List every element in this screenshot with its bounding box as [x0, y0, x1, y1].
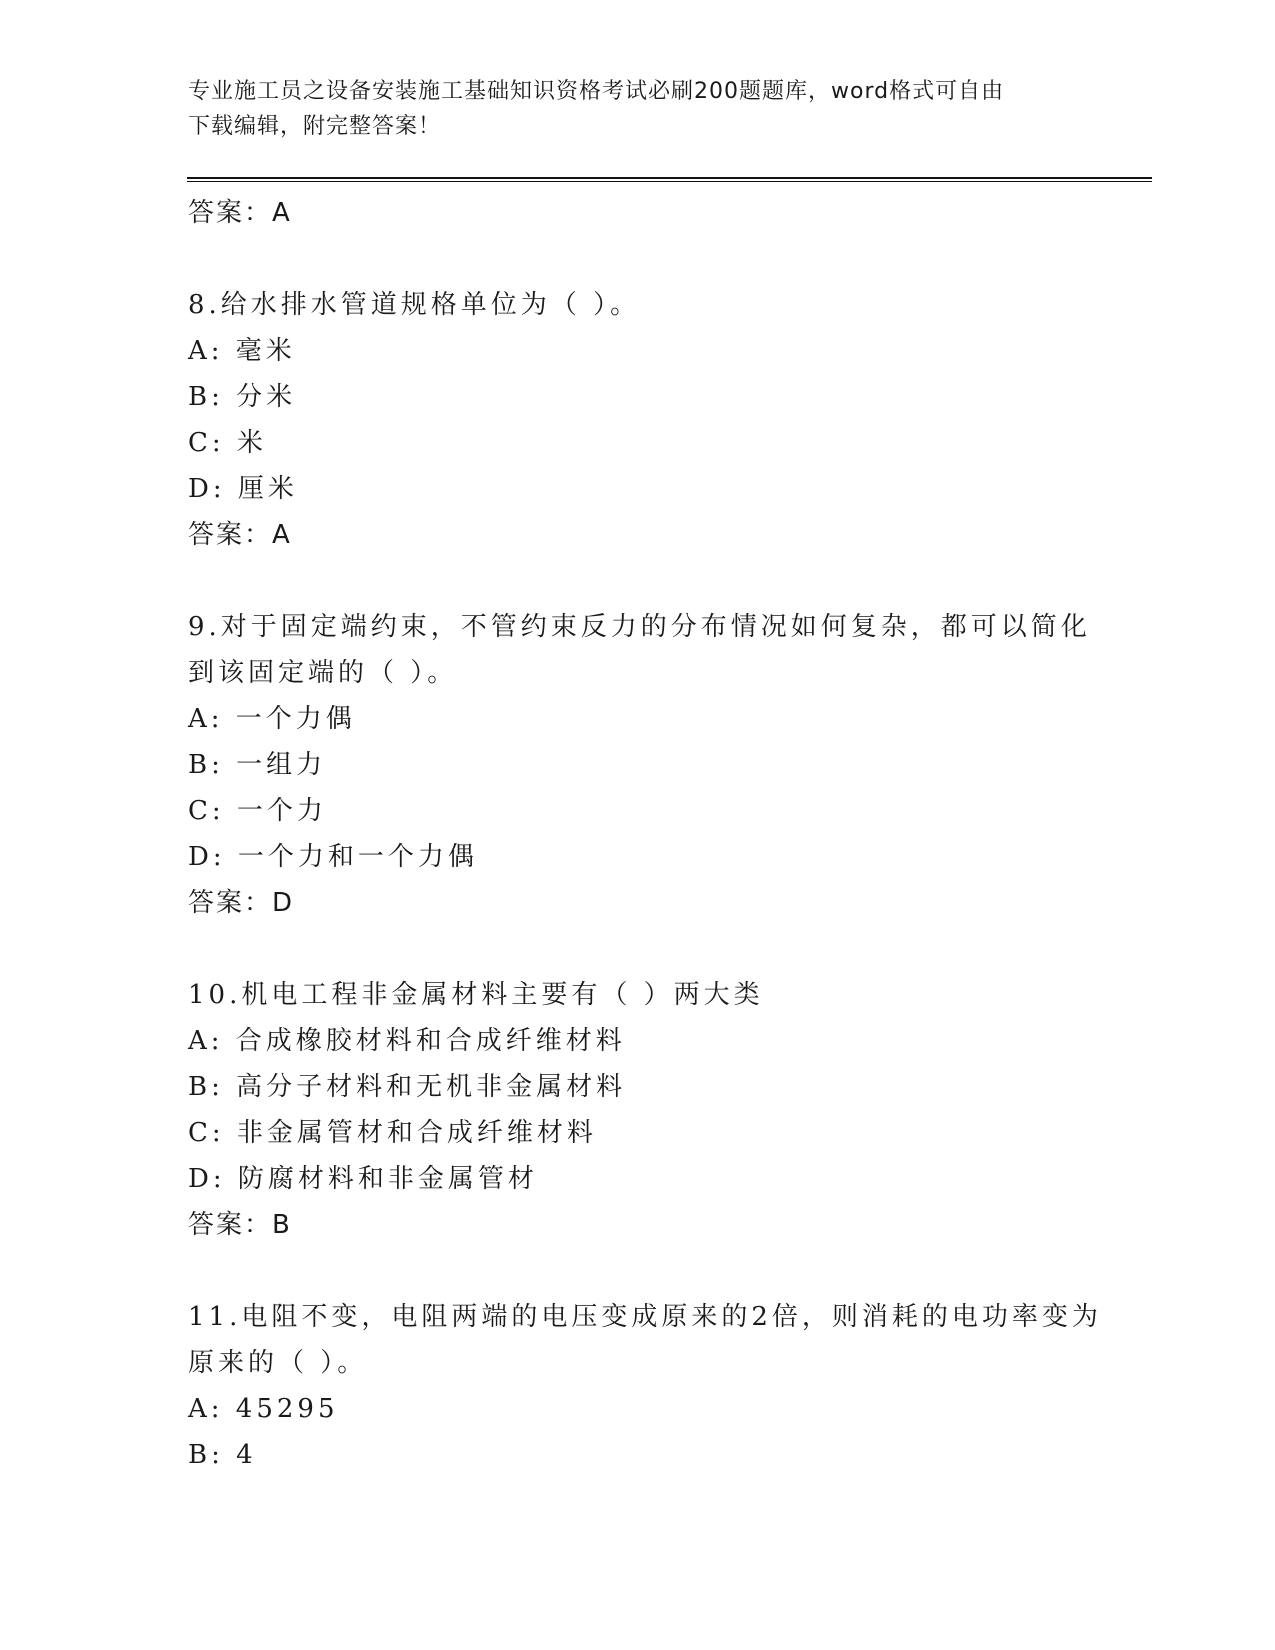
header-title-line-1: 专业施工员之设备安装施工基础知识资格考试必刷200题题库，word格式可自由 — [188, 79, 1005, 104]
question-stem-line-1: 11.电阻不变，电阻两端的电压变成原来的2倍，则消耗的电功率变为 — [188, 1302, 1102, 1332]
question-10 — [188, 972, 1088, 1248]
spacer — [188, 926, 1088, 972]
answer: 答案：D — [188, 888, 295, 918]
previous-answer: 答案：A — [188, 198, 292, 228]
option-a: A: 合成橡胶材料和合成纤维材料 — [188, 1026, 626, 1056]
answer: 答案：A — [188, 520, 292, 550]
option-c: C: 非金属管材和合成纤维材料 — [188, 1118, 597, 1148]
question-stem-line-2: 原来的（ ）。 — [188, 1348, 368, 1378]
spacer — [188, 236, 1088, 282]
question-stem: 10.机电工程非金属材料主要有（ ）两大类 — [188, 980, 764, 1010]
header-divider-thin — [187, 181, 1152, 182]
document-header — [188, 74, 1068, 144]
option-d: D: 厘米 — [188, 474, 298, 504]
spacer — [188, 558, 1088, 604]
question-list — [188, 190, 1102, 1478]
option-a: A: 一个力偶 — [188, 704, 356, 734]
question-8 — [188, 282, 1088, 558]
option-c: C: 米 — [188, 428, 267, 458]
option-d: D: 防腐材料和非金属管材 — [188, 1164, 538, 1194]
option-c: C: 一个力 — [188, 796, 327, 826]
question-11 — [188, 1294, 1102, 1478]
option-b: B: 一组力 — [188, 750, 327, 780]
option-b: B: 高分子材料和无机非金属材料 — [188, 1072, 627, 1102]
answer: 答案：B — [188, 1210, 292, 1240]
option-a: A: 毫米 — [188, 336, 296, 366]
question-stem: 8.给水排水管道规格单位为（ ）。 — [188, 290, 641, 320]
option-b: B: 4 — [188, 1440, 257, 1470]
question-9 — [188, 604, 1091, 926]
header-divider-thick — [187, 177, 1152, 179]
question-stem-line-1: 9.对于固定端约束，不管约束反力的分布情况如何复杂，都可以简化 — [188, 612, 1091, 642]
header-title-line-2: 下载编辑，附完整答案！ — [188, 114, 442, 139]
option-b: B: 分米 — [188, 382, 297, 412]
option-d: D: 一个力和一个力偶 — [188, 842, 478, 872]
option-a: A: 45295 — [188, 1394, 339, 1424]
question-stem-line-2: 到该固定端的（ ）。 — [188, 658, 458, 688]
spacer — [188, 1248, 1088, 1294]
